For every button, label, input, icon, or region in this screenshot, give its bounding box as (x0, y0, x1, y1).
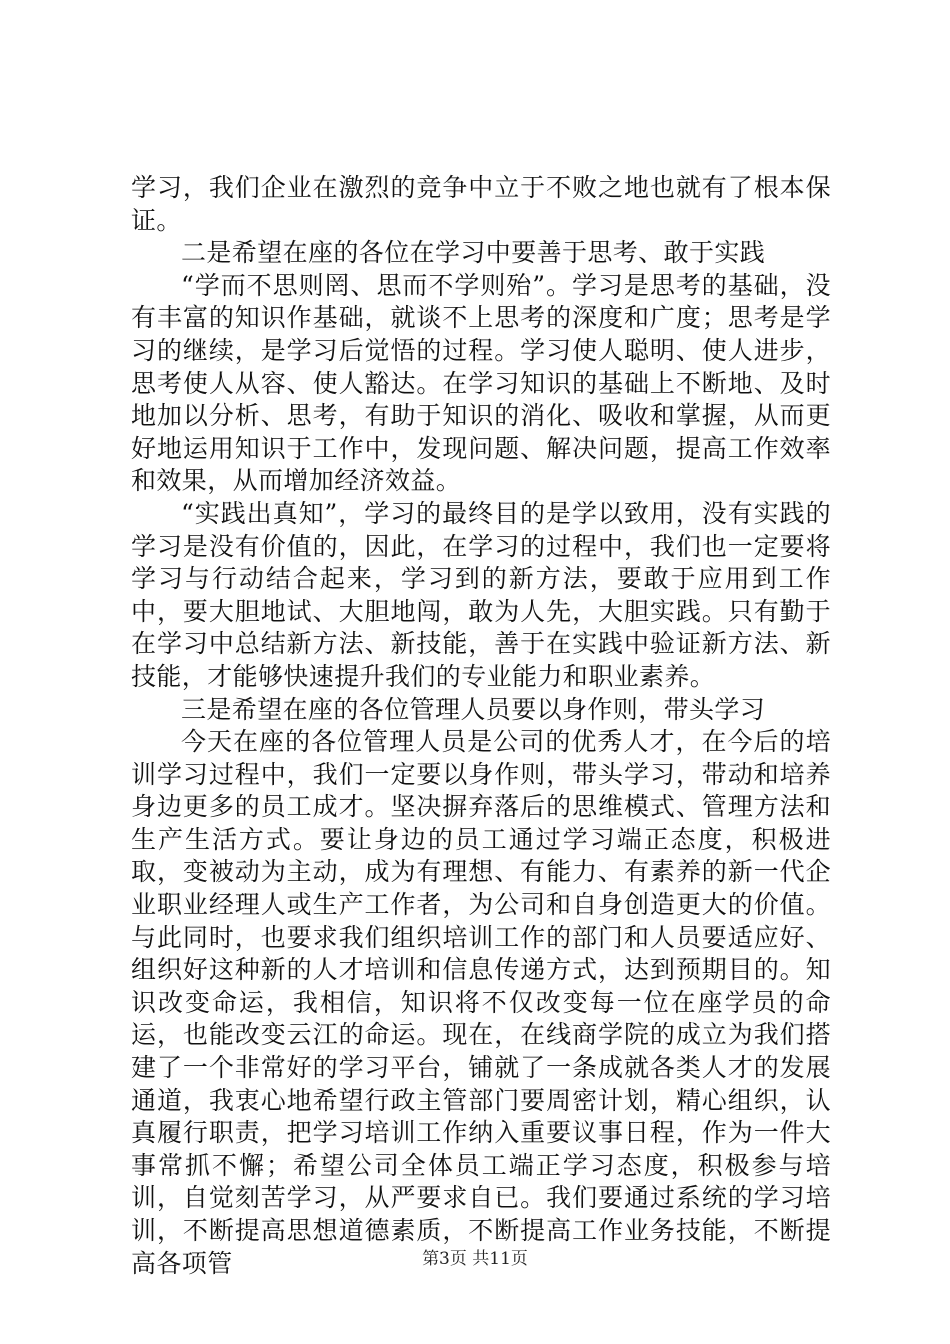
section-heading-3: 三是希望在座的各位管理人员要以身作则，带头学习 (181, 694, 766, 724)
paragraph-continuation: 学习，我们企业在激烈的竞争中立于不败之地也就有了根本保证。 (131, 173, 831, 235)
paragraph-practice: “实践出真知”，学习的最终目的是学以致用，没有实践的学习是没有价值的，因此，在学习的过程中，我们也一定要将学习与行动结合起来，学习到的新方法，要敢于应用到工作中，要大胆地试、大胆地闯，敢为人先，大胆实践。只有勤于在学习中总结新方法、新技能，善于在实践中验证新方法、新技能，才能够快速提升我们的专业能力和职业素养。 (131, 498, 831, 691)
paragraph-managers: 今天在座的各位管理人员是公司的优秀人才，在今后的培训学习过程中，我们一定要以身作则，带头学习，带动和培养身边更多的员工成才。坚决摒弃落后的思维模式、管理方法和生产生活方式。要让身边的员工通过学习端正态度，积极进取，变被动为主动，成为有理想、有能力、有素养的新一代企业职业经理人或生产工作者，为公司和自身创造更大的价值。与此同时，也要求我们组织培训工作的部门和人员要适应好、组织好这种新的人才培训和信息传递方式，达到预期目的。知识改变命运，我相信，知识将不仅改变每一位在座学员的命运，也能改变云江的命运。现在，在线商学院的成立为我们搭建了一个非常好的学习平台，铺就了一条成就各类人才的发展通道，我衷心地希望行政主管部门要周密计划，精心组织，认真履行职责，把学习培训工作纳入重要议事日程，作为一件大事常抓不懈；希望公司全体员工端正学习态度，积极参与培训，自觉刻苦学习，从严要求自已。我们要通过系统的学习培训，不断提高思想道德素质，不断提高工作业务技能，不断提高各项管 (131, 727, 831, 1278)
page-footer: 第3页 共11页 (422, 1249, 528, 1269)
section-heading-2: 二是希望在座的各位在学习中要善于思考、敢于实践 (181, 238, 766, 268)
document-body (131, 172, 831, 1280)
paragraph-thinking: “学而不思则罔、思而不学则殆”。学习是思考的基础，没有丰富的知识作基础，就谈不上思考的深度和广度；思考是学习的继续，是学习后觉悟的过程。学习使人聪明、使人进步，思考使人从容、使人豁达。在学习知识的基础上不断地、及时地加以分析、思考，有助于知识的消化、吸收和掌握，从而更好地运用知识于工作中，发现问题、解决问题，提高工作效率和效果，从而增加经济效益。 (131, 270, 831, 496)
